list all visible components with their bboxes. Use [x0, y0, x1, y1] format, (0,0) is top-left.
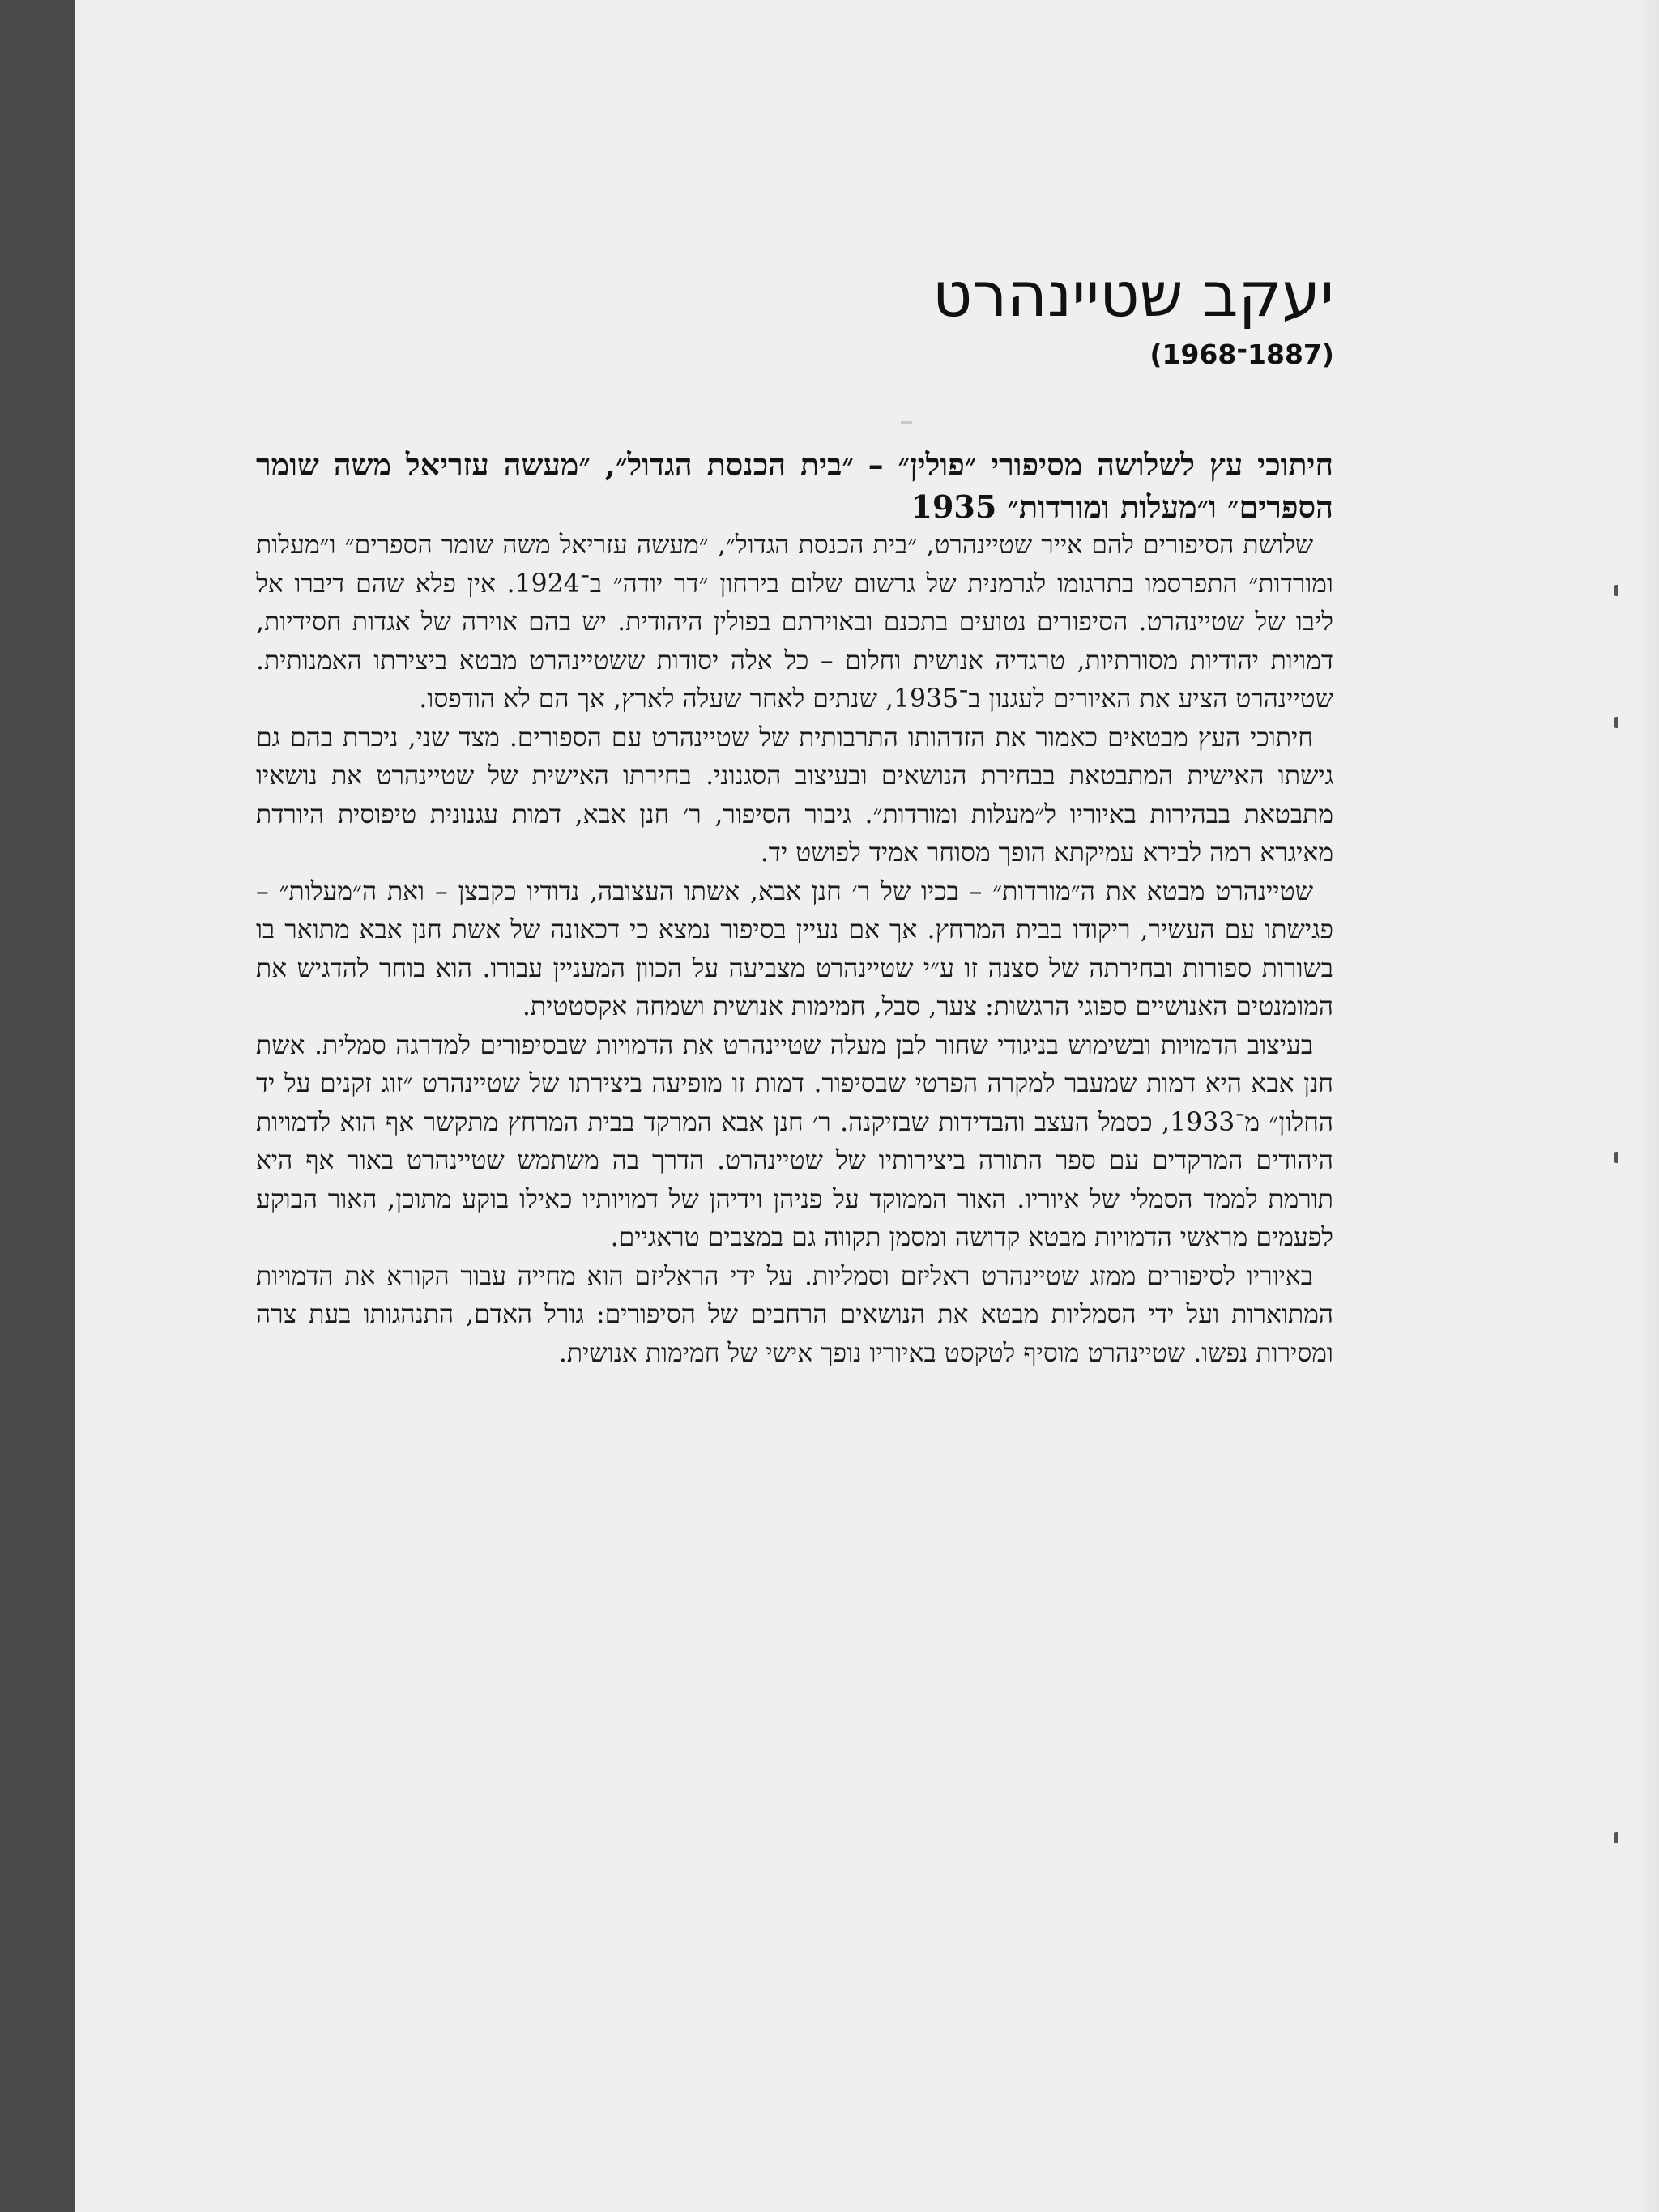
page-edge: [1631, 0, 1659, 2212]
page-title: יעקב שטיינהרט: [932, 258, 1334, 330]
binding-mark: [1614, 1832, 1618, 1843]
binding-mark: [1614, 1152, 1618, 1163]
binding-mark: [1614, 585, 1618, 596]
paragraph: חיתוכי העץ מבטאים כאמור את הזדהותו התרבותית של שטיינהרט עם הספורים. מצד שני, ניכרת בהם גם גישתו האישית המתבטאת בבחירת הנושאים ובעיצוב הסגנוני. בחירתו האישית של שטיינהרט את נושאיו מתבטאת בבהירות באיוריו ל״מעלות ומורדות״. גיבור הסיפור, ר׳ חנן אבא, דמות עגנונית טיפוסית היורדת מאיגרא רמה לבירא עמיקתא הופך מסוחר אמיד לפושט יד.: [256, 722, 1333, 867]
paragraph: שלושת הסיפורים להם אייר שטיינהרט, ״בית הכנסת הגדול״, ״מעשה עזריאל משה שומר הספרים״ ו״מעלות ומורדות״ התפרסמו בתרגומו לגרמנית של גרשום שלום בירחון ״דר יודה״ ב־1924. אין פלא שהם דיברו אל ליבו של שטיינהרט. הסיפורים נטועים בתכנם ובאוירתם בפולין היהודית. יש בהם אוירה של אגדות חסידיות, דמויות יהודיות מסורתיות, טרגדיה אנושית וחלום – כל אלה יסודות ששטיינהרט מבטא ביצירתו האמנותית. שטיינהרט הציע את האיורים לעגנון ב־1935, שנתים לאחר שעלה לארץ, אך הם לא הודפסו.: [256, 531, 1333, 714]
life-dates: (1887־1968): [1149, 339, 1334, 370]
section-subtitle: חיתוכי עץ לשלושה מסיפורי ״פולין״ – ״בית הכנסת הגדול״, ״מעשה עזריאל משה שומר הספרים״ ו״מעלות ומורדות״ 1935: [256, 446, 1333, 525]
paragraph: שטיינהרט מבטא את ה״מורדות״ – בכיו של ר׳ חנן אבא, אשתו העצובה, נדודיו כקבצן – ואת ה״מעלות״ – פגישתו עם העשיר, ריקודו בבית המרחץ. אך אם נעיין בסיפור נמצא כי דכאונה של אשת חנן אבא מתואר בו בשורות ספורות ובחירתה של סצנה זו ע״י שטיינהרט מצביעה על הכוון המעניין עבורו. הוא בוחר להדגיש את המומנטים האנושיים ספוגי הרגשות: צער, סבל, חמימות אנושית ושמחה אקסטטית.: [256, 876, 1333, 1021]
paragraph: בעיצוב הדמויות ובשימוש בניגודי שחור לבן מעלה שטיינהרט את הדמויות שבסיפורים למדרגה סמלית. אשת חנן אבא היא דמות שמעבר למקרה הפרטי שבסיפור. דמות זו מופיעה ביצירתו של שטיינהרט ״זוג זקנים על יד החלון״ מ־1933, כסמל העצב והבדידות שבזיקנה. ר׳ חנן אבא המרקד בבית המרחץ מתקשר אף הוא לדמויות היהודים המרקדים עם ספר התורה ביצירותיו של שטיינהרט. הדרך בה משתמש שטיינהרט באור אף היא תורמת לממד הסמלי של איוריו. האור הממוקד על פניהן וידיהן של דמויותיו כאילו בוקע מתוכן, האור הבוקע לפעמים מראשי הדמויות מבטא קדושה ומסמן תקווה גם במצבים טראגיים.: [256, 1030, 1334, 1252]
paragraph: באיוריו לסיפורים ממזג שטיינהרט ראליזם וסמליות. על ידי הראליזם הוא מחייה עבור הקורא את הדמויות המתוארות ועל ידי הסמליות מבטא את הנושאים הרחבים של הסיפורים: גורל האדם, התנהגותו בעת צרה ומסירות נפשו. שטיינהרט מוסיף לטקסט באיוריו נופך אישי של חמימות אנושית.: [256, 1261, 1333, 1368]
article-body: [256, 526, 1333, 1373]
print-mark: [901, 421, 912, 424]
binding-mark: [1614, 717, 1618, 728]
